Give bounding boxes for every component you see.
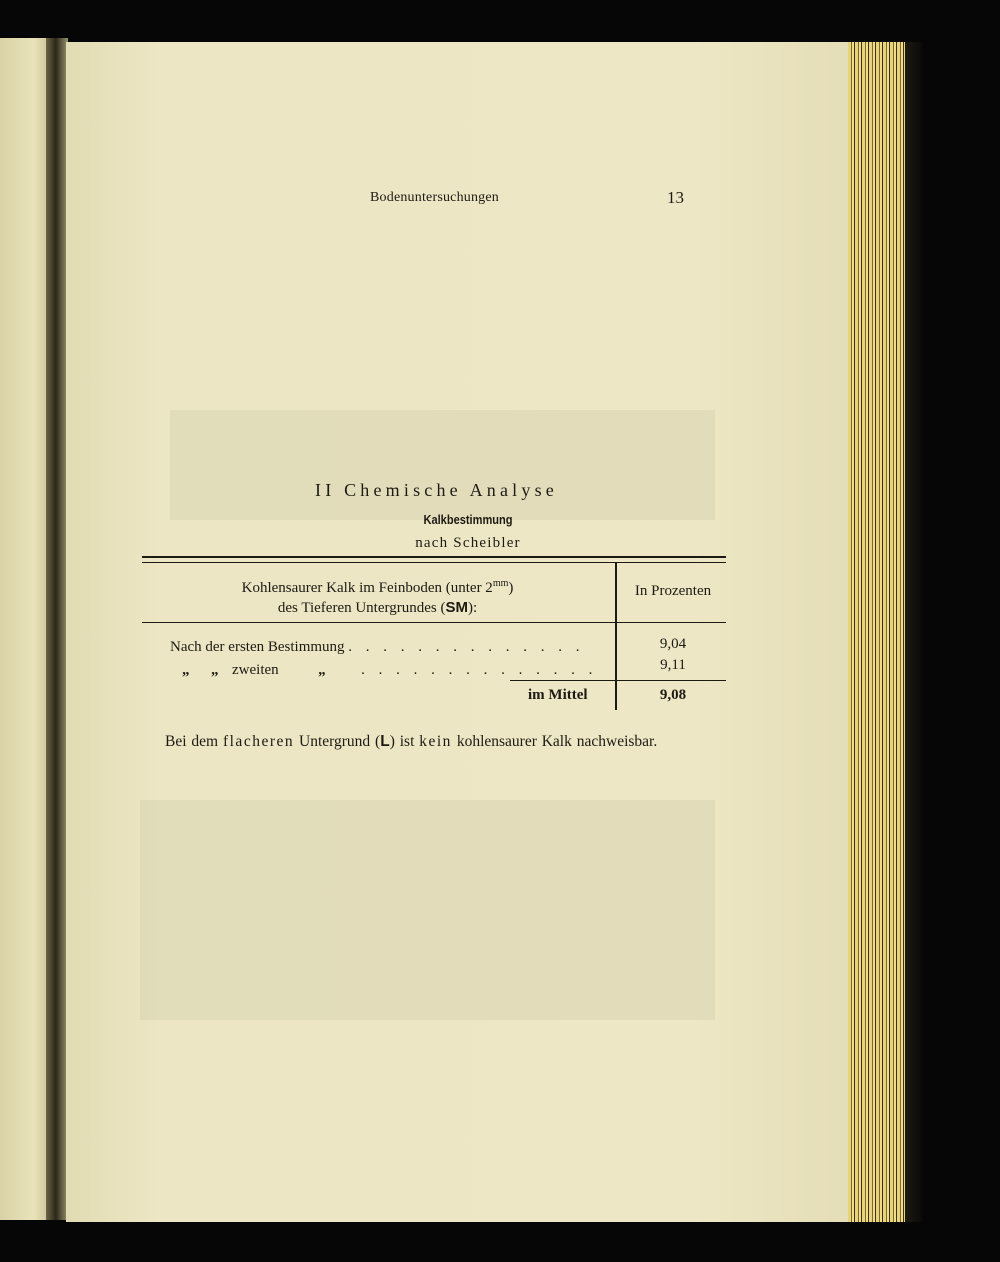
mean-value: 9,08: [659, 687, 687, 703]
section-subtitle: Kalkbestimmung: [423, 512, 513, 527]
row-leader-dots: . . . . . . . . . . . . . .: [348, 639, 585, 655]
table-row: [170, 639, 585, 656]
method-line: nach Scheibler: [415, 535, 521, 551]
table-column-divider: [615, 563, 617, 710]
section-title: II Chemische Analyse: [315, 480, 558, 500]
table-header-rule: [142, 622, 726, 623]
ditto-mark: „: [182, 662, 190, 678]
table-row: [182, 662, 597, 679]
table-top-rule-thin: [142, 562, 726, 563]
table-header-description: [150, 574, 605, 618]
table-header-line-1: Kohlensaurer Kalk im Feinboden (unter $2^{mm}$): [241, 578, 514, 596]
mean-label: im Mittel: [528, 687, 588, 703]
book-page: [66, 42, 852, 1222]
ditto-mark: „: [211, 662, 219, 678]
ditto-mark: „: [318, 662, 326, 678]
row-leader-dots: . . . . . . . . . . . . . .: [361, 662, 598, 678]
row-label: Nach der ersten Bestimmung: [170, 639, 345, 655]
running-header: Bodenuntersuchungen: [370, 190, 499, 205]
row-label: zweiten: [232, 662, 279, 678]
show-through-table-lower: [140, 800, 715, 1020]
row-value: 9,04: [659, 636, 687, 652]
book-gutter: [46, 38, 68, 1220]
table-header-value: In Prozenten: [634, 583, 712, 599]
table-top-rule-thick: [142, 556, 726, 558]
page-number: 13: [667, 188, 684, 207]
table-sum-rule: [510, 680, 726, 681]
cover-edge: [905, 42, 923, 1222]
table-header-line-2: des Tieferen Untergrundes (SM):: [277, 599, 478, 616]
left-page-edge: [0, 38, 48, 1220]
footnote-text: Bei dem flacheren Untergrund (L) ist kein kohlensaurer Kalk nachweisbar.: [165, 733, 658, 750]
row-value: 9,11: [660, 657, 686, 673]
show-through-table: [170, 410, 715, 520]
